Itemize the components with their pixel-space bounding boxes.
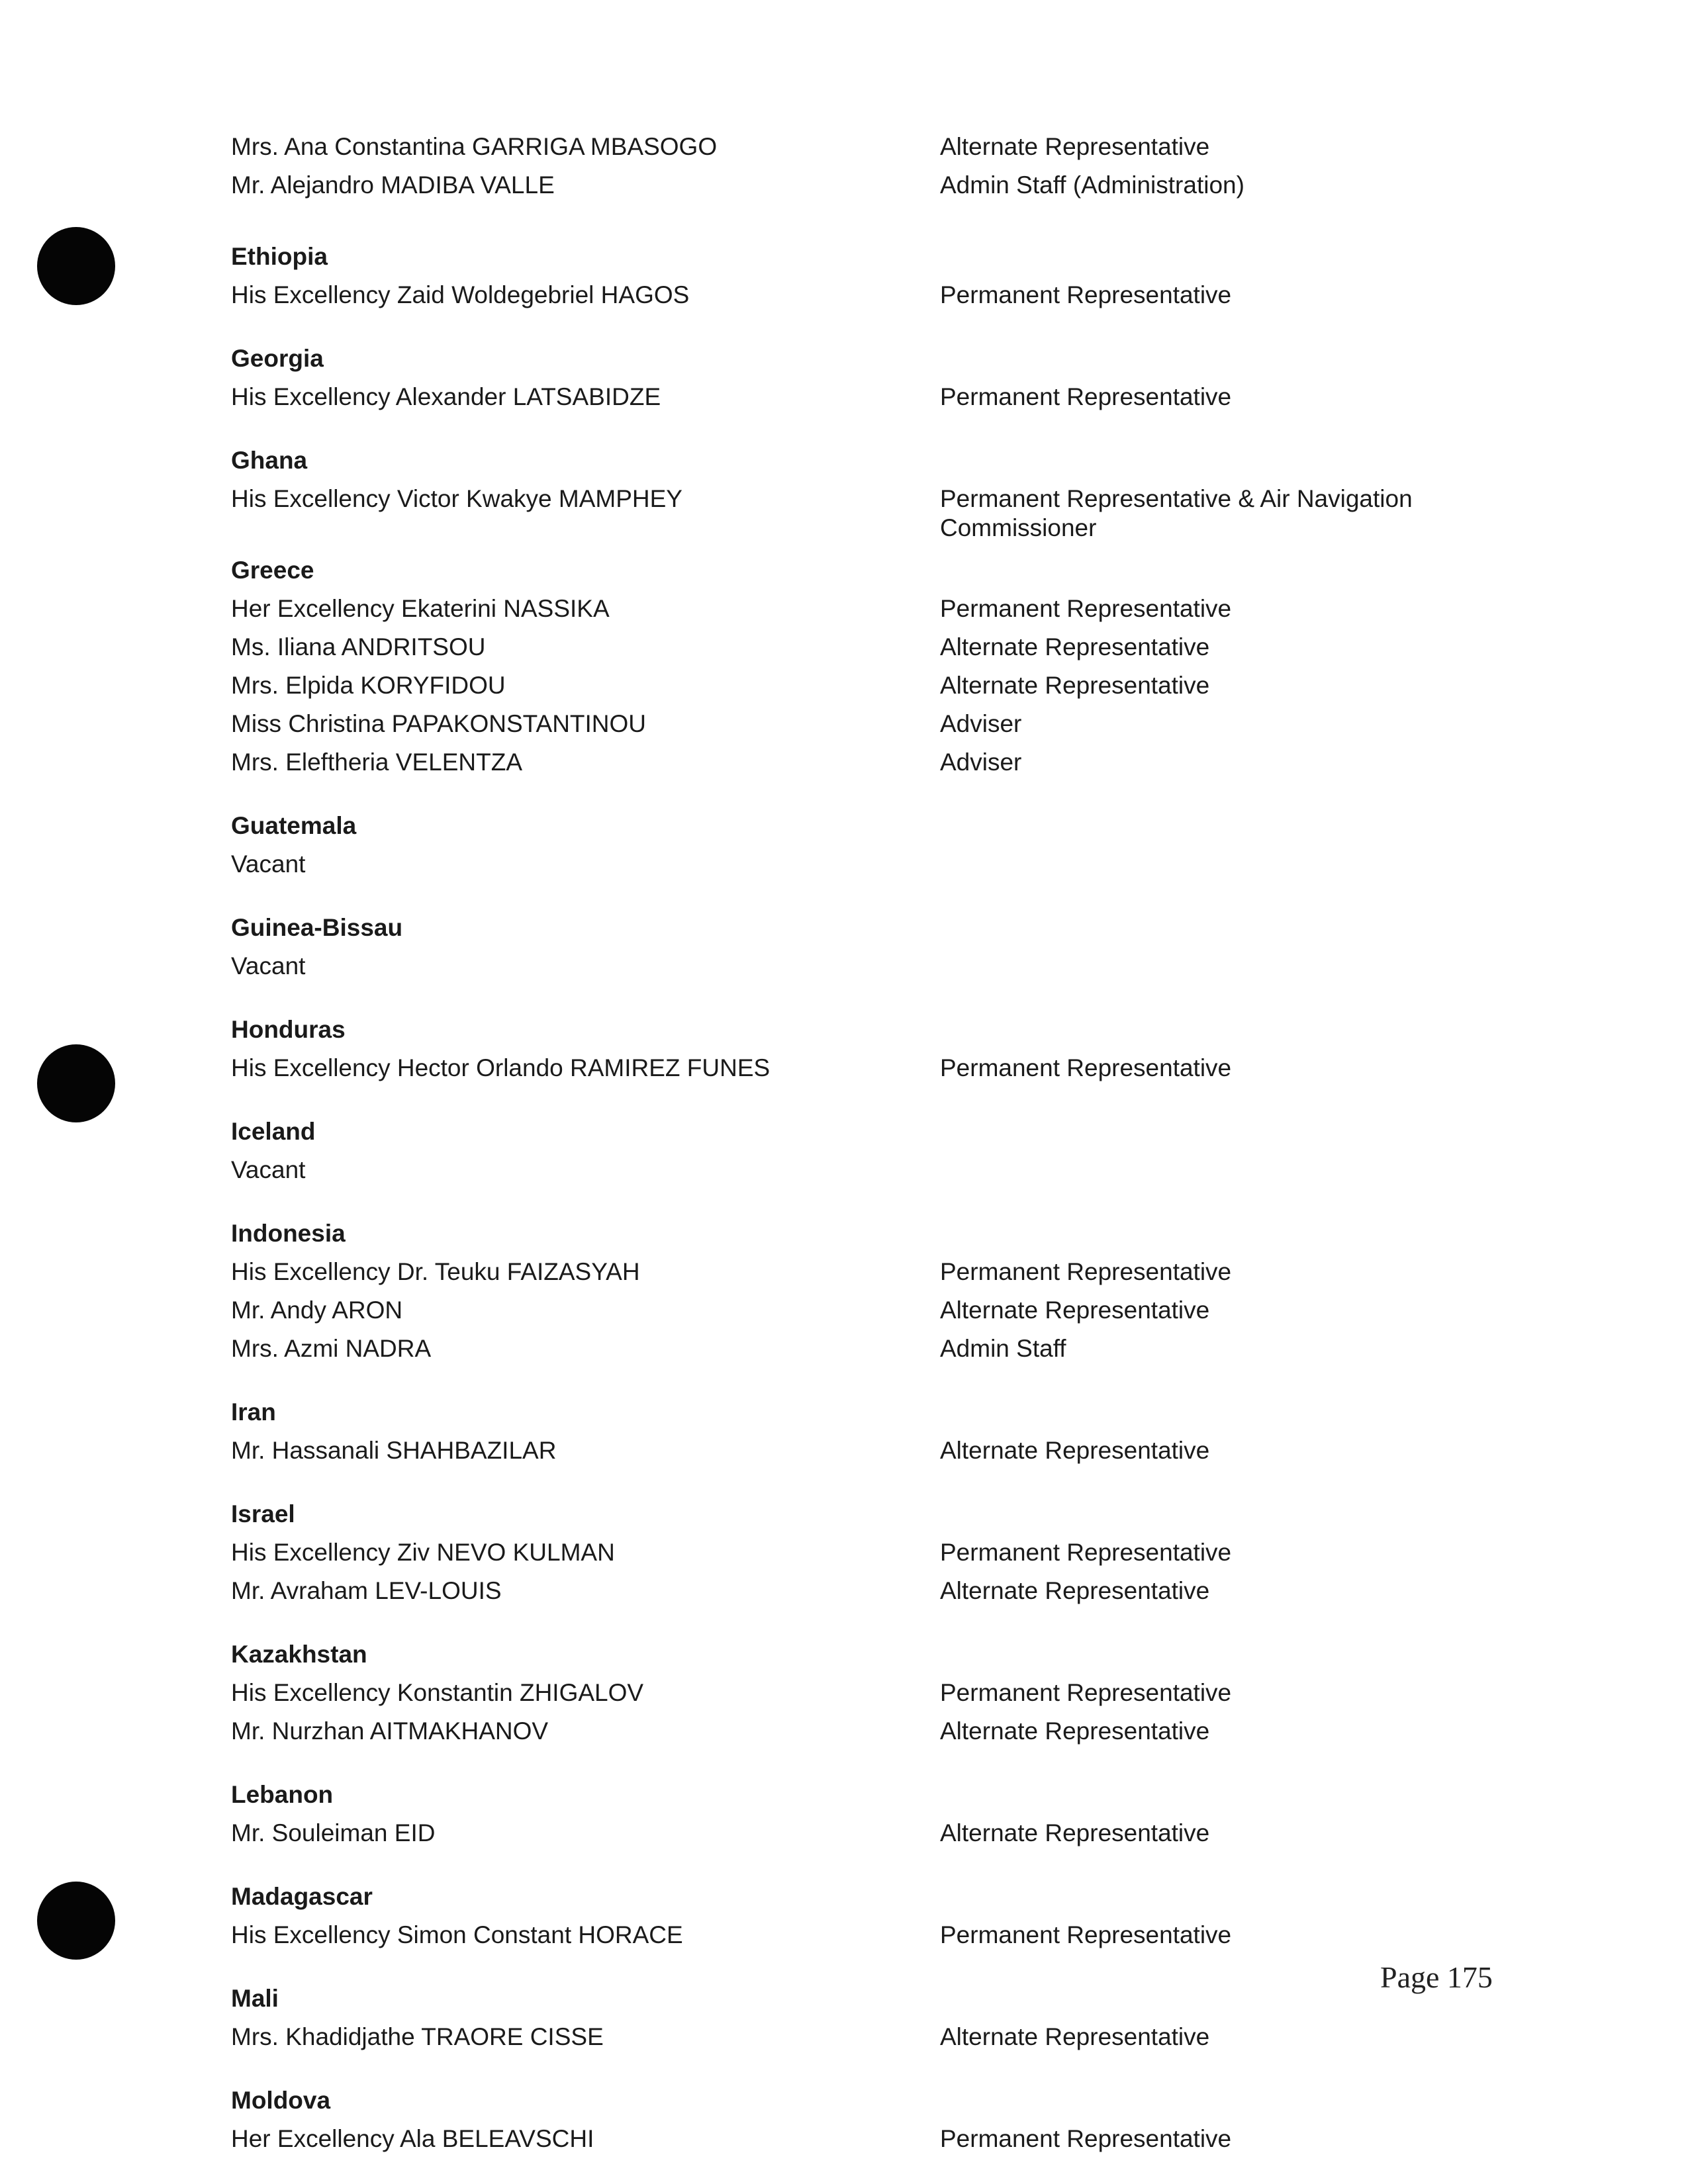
delegate-row bbox=[231, 1717, 1502, 1755]
country-heading: Madagascar bbox=[231, 1883, 373, 1910]
country-heading: Lebanon bbox=[231, 1781, 334, 1808]
delegate-role: Permanent Representative bbox=[940, 1539, 1232, 1566]
punch-hole bbox=[37, 1882, 115, 1960]
delegate-role: Permanent Representative bbox=[940, 1921, 1232, 1948]
delegate-role: Permanent Representative bbox=[940, 281, 1232, 308]
delegate-name: Mr. Nurzhan AITMAKHANOV bbox=[231, 1717, 549, 1745]
delegate-role: Alternate Representative bbox=[940, 1437, 1210, 1464]
delegate-role: Alternate Representative bbox=[940, 1297, 1210, 1324]
delegation-listing bbox=[231, 132, 1502, 2163]
country-heading: Mali bbox=[231, 1985, 279, 2012]
delegate-role: Alternate Representative bbox=[940, 2023, 1210, 2050]
delegate-name: His Excellency Hector Orlando RAMIREZ FUNES bbox=[231, 1054, 771, 1081]
country-heading: Moldova bbox=[231, 2087, 331, 2114]
country-heading: Iceland bbox=[231, 1118, 316, 1145]
delegate-name: Mr. Hassanali SHAHBAZILAR bbox=[231, 1437, 557, 1464]
delegate-name: Vacant bbox=[231, 952, 306, 979]
country-heading: Israel bbox=[231, 1500, 295, 1527]
delegate-name: Mr. Alejandro MADIBA VALLE bbox=[231, 171, 555, 199]
delegate-row bbox=[231, 1538, 1502, 1576]
delegate-name: His Excellency Konstantin ZHIGALOV bbox=[231, 1679, 644, 1706]
delegate-role: Adviser bbox=[940, 710, 1022, 737]
delegate-name: Vacant bbox=[231, 850, 306, 878]
delegate-role: Permanent Representative & Air Navigation Commissioner bbox=[940, 485, 1413, 541]
delegate-row bbox=[231, 748, 1502, 786]
delegate-name: Vacant bbox=[231, 1156, 306, 1183]
country-heading: Ethiopia bbox=[231, 243, 328, 270]
delegate-row bbox=[231, 2124, 1502, 2163]
delegate-role: Alternate Representative bbox=[940, 672, 1210, 699]
delegate-row bbox=[231, 952, 1502, 990]
delegate-row bbox=[231, 594, 1502, 633]
delegate-row bbox=[231, 1296, 1502, 1334]
delegate-row bbox=[231, 171, 1502, 242]
delegate-row bbox=[231, 671, 1502, 709]
delegate-row bbox=[231, 633, 1502, 671]
delegate-role: Alternate Representative bbox=[940, 1717, 1210, 1745]
delegate-name: His Excellency Simon Constant HORACE bbox=[231, 1921, 683, 1948]
delegate-name: His Excellency Zaid Woldegebriel HAGOS bbox=[231, 281, 690, 308]
delegate-role: Adviser bbox=[940, 749, 1022, 776]
delegate-row bbox=[231, 484, 1502, 556]
delegate-name: Her Excellency Ala BELEAVSCHI bbox=[231, 2125, 594, 2152]
delegate-row bbox=[231, 850, 1502, 888]
delegate-role: Permanent Representative bbox=[940, 1679, 1232, 1706]
country-heading: Guinea-Bissau bbox=[231, 914, 403, 941]
delegate-name: Her Excellency Ekaterini NASSIKA bbox=[231, 595, 610, 622]
delegate-role: Permanent Representative bbox=[940, 1258, 1232, 1285]
delegate-row bbox=[231, 2023, 1502, 2061]
delegate-row bbox=[231, 281, 1502, 319]
delegate-name: Mrs. Eleftheria VELENTZA bbox=[231, 749, 523, 776]
delegate-role: Permanent Representative bbox=[940, 383, 1232, 410]
delegate-name: Mrs. Elpida KORYFIDOU bbox=[231, 672, 506, 699]
delegate-name: Mr. Andy ARON bbox=[231, 1297, 403, 1324]
delegate-role: Alternate Representative bbox=[940, 633, 1210, 660]
country-heading: Indonesia bbox=[231, 1220, 346, 1247]
delegate-name: Mr. Avraham LEV-LOUIS bbox=[231, 1577, 502, 1604]
punch-hole bbox=[37, 227, 115, 305]
delegate-name: His Excellency Alexander LATSABIDZE bbox=[231, 383, 661, 410]
delegate-name: Ms. Iliana ANDRITSOU bbox=[231, 633, 486, 660]
delegate-row bbox=[231, 1054, 1502, 1092]
delegate-row bbox=[231, 1257, 1502, 1296]
delegate-role: Admin Staff bbox=[940, 1335, 1066, 1362]
delegate-role: Admin Staff (Administration) bbox=[940, 171, 1244, 199]
country-heading: Iran bbox=[231, 1398, 276, 1426]
delegate-row bbox=[231, 1436, 1502, 1475]
delegate-name: Miss Christina PAPAKONSTANTINOU bbox=[231, 710, 647, 737]
country-heading: Honduras bbox=[231, 1016, 346, 1043]
delegate-row bbox=[231, 1819, 1502, 1857]
country-heading: Georgia bbox=[231, 345, 324, 372]
country-heading: Greece bbox=[231, 557, 314, 584]
delegate-name: Mrs. Ana Constantina GARRIGA MBASOGO bbox=[231, 133, 718, 160]
delegate-row bbox=[231, 1678, 1502, 1717]
delegate-row bbox=[231, 383, 1502, 421]
delegate-row bbox=[231, 709, 1502, 748]
delegate-row bbox=[231, 1921, 1502, 1959]
delegate-role: Alternate Representative bbox=[940, 133, 1210, 160]
delegate-row bbox=[231, 1576, 1502, 1615]
page-number: Page 175 bbox=[1380, 1960, 1493, 1994]
delegate-role: Permanent Representative bbox=[940, 1054, 1232, 1081]
delegate-row bbox=[231, 132, 1502, 171]
delegate-role: Alternate Representative bbox=[940, 1577, 1210, 1604]
country-heading: Kazakhstan bbox=[231, 1641, 367, 1668]
delegate-name: His Excellency Dr. Teuku FAIZASYAH bbox=[231, 1258, 640, 1285]
delegate-name: His Excellency Ziv NEVO KULMAN bbox=[231, 1539, 615, 1566]
delegate-row bbox=[231, 1334, 1502, 1373]
delegate-name: Mr. Souleiman EID bbox=[231, 1819, 436, 1846]
delegate-role: Permanent Representative bbox=[940, 595, 1232, 622]
delegate-name: His Excellency Victor Kwakye MAMPHEY bbox=[231, 485, 682, 512]
country-heading: Guatemala bbox=[231, 812, 357, 839]
punch-hole bbox=[37, 1044, 115, 1122]
delegate-role: Alternate Representative bbox=[940, 1819, 1210, 1846]
delegate-name: Mrs. Khadidjathe TRAORE CISSE bbox=[231, 2023, 604, 2050]
delegate-role: Permanent Representative bbox=[940, 2125, 1232, 2152]
delegate-row bbox=[231, 1156, 1502, 1194]
country-heading: Ghana bbox=[231, 447, 308, 474]
delegate-name: Mrs. Azmi NADRA bbox=[231, 1335, 432, 1362]
